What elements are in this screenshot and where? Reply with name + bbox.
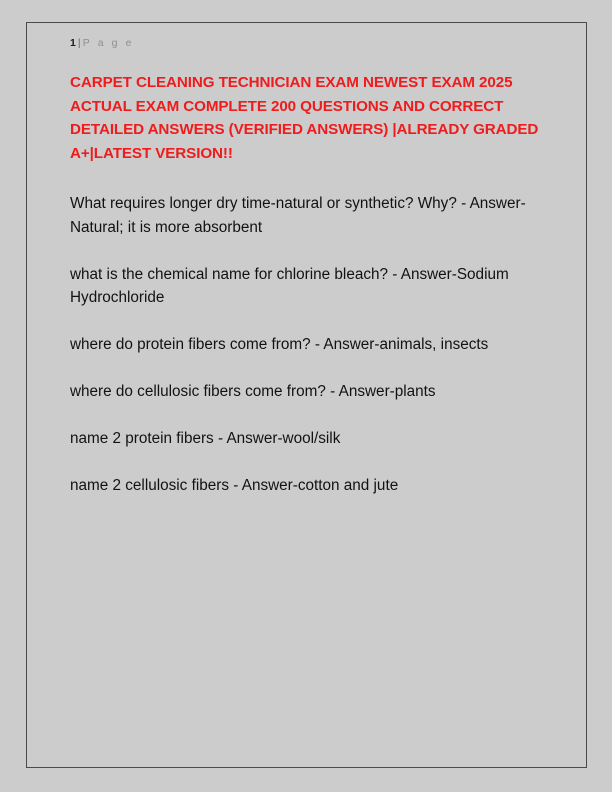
title-body-spacer [70,165,540,192]
document-page-sheet [26,22,587,768]
qa-spacer [70,239,540,263]
qa-spacer [70,357,540,381]
qa-item: name 2 protein fibers - Answer-wool/silk [70,430,341,447]
document-title: CARPET CLEANING TECHNICIAN EXAM NEWEST EXAM 2025 ACTUAL EXAM COMPLETE 200 QUESTIONS AND CORRECT DETAILED ANSWERS (VERIFIED ANSWERS) |ALREADY GRADED A+|LATEST VERSION!! [70,74,539,162]
qa-item: name 2 cellulosic fibers - Answer-cotton and jute [70,477,399,494]
qa-item: where do cellulosic fibers come from? - Answer-plants [70,383,436,400]
page-number: 1 [70,37,76,49]
qa-item: What requires longer dry time-natural or synthetic? Why? - Answer-Natural; it is more absorbent [70,195,526,236]
page-header-separator: | [77,37,81,49]
page-header-label: P a g e [82,37,135,49]
qa-item: what is the chemical name for chlorine bleach? - Answer-Sodium Hydrochloride [70,265,509,306]
page-header [70,36,134,50]
document-body [70,71,540,498]
qa-spacer [70,404,540,428]
qa-item: where do protein fibers come from? - Answer-animals, insects [70,336,489,353]
qa-list [70,192,540,498]
qa-spacer [70,451,540,475]
qa-spacer [70,310,540,334]
